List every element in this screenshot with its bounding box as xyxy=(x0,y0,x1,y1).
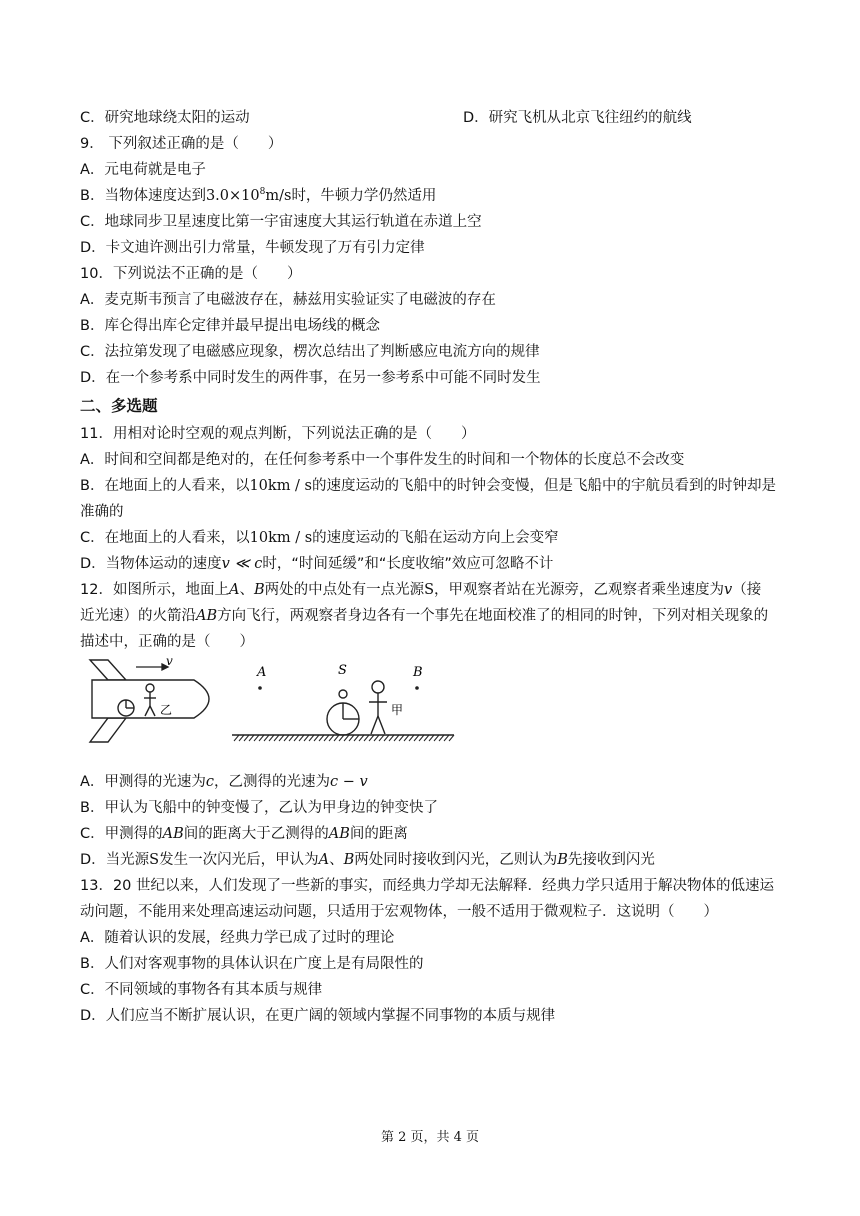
q12-option-c-text-mid: 间的距离大于乙测得的 xyxy=(183,826,329,842)
figure-label-a: A xyxy=(257,665,267,680)
q8-option-d: D．研究飞机从北京飞往纽约的航线 xyxy=(463,110,692,126)
ground-hatch-mark xyxy=(419,735,424,741)
q12-option-d-b2: B xyxy=(557,852,568,868)
ground-hatch-mark xyxy=(269,735,274,741)
q12-option-d-sep: 、 xyxy=(329,852,344,868)
q11-option-d-text-end: 时，“时间延缓”和“长度收缩”效应可忽略不计 xyxy=(262,556,554,572)
ground-hatch-mark xyxy=(254,735,259,741)
q11-option-d-math: v ≪ c xyxy=(221,556,263,572)
ground-hatch-mark xyxy=(449,735,454,741)
q12-option-c-text-end: 间的距离 xyxy=(349,826,408,842)
q12-option-c xyxy=(80,824,408,844)
page-number-footer: 第 2 页，共 4 页 xyxy=(380,1130,480,1145)
q12-option-a-text-mid: ，乙测得的光速为 xyxy=(214,774,331,790)
ground-hatch-mark xyxy=(394,735,399,741)
ground-hatch-mark xyxy=(289,735,294,741)
figure-label-v: v xyxy=(166,656,173,668)
q9-option-b-math xyxy=(206,188,291,204)
q12-option-d-a: A xyxy=(318,852,330,868)
observer-jia-leg xyxy=(378,716,385,734)
q12-stem-line-3: 描述中，正确的是（ ） xyxy=(80,634,254,650)
q12-text: 两处的中点处有一点光源 xyxy=(264,582,425,598)
figure-label-b: B xyxy=(413,665,423,680)
rocket-top-fin xyxy=(90,660,126,680)
q9-option-d: D．卡文迪许测出引力常量，牛顿发现了万有引力定律 xyxy=(80,240,425,256)
q11-option-b-speed: 10km / s xyxy=(249,478,312,494)
ground-hatch-mark xyxy=(389,735,394,741)
q11-option-d-text: D．当物体运动的速度 xyxy=(80,556,222,572)
q13-stem-line-1: 13．20 世纪以来，人们发现了一些新的事实，而经典力学却无法解释．经典力学只适用于解决物体的低速运 xyxy=(80,878,775,894)
ground-hatch-mark xyxy=(249,735,254,741)
q12-option-d xyxy=(80,850,655,870)
ground-hatch-mark xyxy=(444,735,449,741)
ground-hatch-mark xyxy=(329,735,334,741)
ground-hatch-mark xyxy=(429,735,434,741)
observer-jia-head xyxy=(372,681,384,693)
ground-hatch-mark xyxy=(384,735,389,741)
ground-hatch-mark xyxy=(414,735,419,741)
q13-option-d: D．人们应当不断扩展认识，在更广阔的领域内掌握不同事物的本质与规律 xyxy=(80,1008,556,1024)
ground-hatch-mark xyxy=(434,735,439,741)
q9-option-b-text-end: 时，牛顿力学仍然适用 xyxy=(291,188,437,204)
q12-option-d-text: 两处同时接收到闪光，乙则认为 xyxy=(354,852,558,868)
q12-option-c-text: C．甲测得的 xyxy=(80,826,163,842)
q10-option-d: D．在一个参考系中同时发生的两件事，在另一参考系中可能不同时发生 xyxy=(80,370,541,386)
ground-hatch-mark xyxy=(399,735,404,741)
q8-option-row xyxy=(80,108,692,128)
point-b-marker xyxy=(415,686,419,690)
figure-label-jia: 甲 xyxy=(391,703,404,717)
ground-hatch-mark xyxy=(364,735,369,741)
q12-sep: 、 xyxy=(239,582,254,598)
q11-option-b-continued: 准确的 xyxy=(80,504,124,520)
q10-option-a: A．麦克斯韦预言了电磁波存在，赫兹用实验证实了电磁波的存在 xyxy=(80,292,496,308)
q12-text: （接 xyxy=(732,582,762,598)
q12-stem-line-1 xyxy=(80,580,761,600)
ground-hatch-mark xyxy=(334,735,339,741)
ground-hatch-mark xyxy=(284,735,289,741)
ground-hatch-mark xyxy=(349,735,354,741)
rocket-figure xyxy=(90,660,209,742)
q13-option-a: A．随着认识的发展，经典力学已成了过时的理论 xyxy=(80,930,395,946)
ground-hatch-mark xyxy=(439,735,444,741)
ground-hatch-mark xyxy=(409,735,414,741)
q11-stem: 11．用相对论时空观的观点判断，下列说法正确的是（ ） xyxy=(80,426,476,442)
ground-hatching xyxy=(234,735,454,741)
q13-option-b: B．人们对客观事物的具体认识在广度上是有局限性的 xyxy=(80,956,424,972)
q9-option-b xyxy=(80,186,436,206)
q12-source-s: S xyxy=(424,582,435,598)
ground-hatch-mark xyxy=(239,735,244,741)
ground-hatch-mark xyxy=(369,735,374,741)
ground-hatch-mark xyxy=(234,735,239,741)
ground-hatch-mark xyxy=(354,735,359,741)
q12-stem-line-2 xyxy=(80,606,768,626)
q9-stem: 9． 下列叙述正确的是（ ） xyxy=(80,136,283,152)
ground-hatch-mark xyxy=(339,735,344,741)
q10-stem: 10．下列说法不正确的是（ ） xyxy=(80,266,302,282)
ground-hatch-mark xyxy=(309,735,314,741)
ground-hatch-mark xyxy=(344,735,349,741)
q9-math-exponent: 8 xyxy=(259,187,266,198)
q9-math-base: 3.0×10 xyxy=(205,188,260,204)
q11-option-c xyxy=(80,528,559,548)
q9-option-b-text: B．当物体速度达到 xyxy=(80,188,206,204)
q8-option-c: C．研究地球绕太阳的运动 xyxy=(80,110,250,126)
q13-stem-line-2: 动问题，不能用来处理高速运动问题，只适用于宏观物体，一般不适用于微观粒子．这说明（ ） xyxy=(80,904,718,920)
q12-option-d-s: S xyxy=(149,852,160,868)
ground-hatch-mark xyxy=(319,735,324,741)
q12-option-a-c: c xyxy=(205,774,215,790)
q12-text: 近光速）的火箭沿 xyxy=(80,608,196,624)
q12-direction-ab: AB xyxy=(196,608,218,624)
q12-option-a-text: A．甲测得的光速为 xyxy=(80,774,206,790)
q11-option-a: A．时间和空间都是绝对的，在任何参考系中一个事件发生的时间和一个物体的长度总不会改变 xyxy=(80,452,685,468)
q11-option-b xyxy=(80,476,776,496)
ground-hatch-mark xyxy=(304,735,309,741)
q11-option-c-text-end: 的速度运动的飞船在运动方向上会变窄 xyxy=(312,530,559,546)
ground-hatch-mark xyxy=(374,735,379,741)
q12-figure xyxy=(86,656,456,752)
observer-jia-leg xyxy=(371,716,378,734)
ground-hatch-mark xyxy=(274,735,279,741)
q9-math-unit: m/s xyxy=(265,188,292,204)
ground-hatch-mark xyxy=(299,735,304,741)
ground-hatch-mark xyxy=(264,735,269,741)
q12-point-a: A xyxy=(228,582,240,598)
q12-speed-v: v xyxy=(724,582,733,598)
q11-option-c-text: C．在地面上的人看来，以 xyxy=(80,530,250,546)
section-title-multiple-choice: 二、多选题 xyxy=(80,397,158,415)
q12-option-a-cv: c − v xyxy=(330,774,368,790)
q11-option-b-text-end: 的速度运动的飞船中的时钟会变慢，但是飞船中的宇航员看到的时钟却是 xyxy=(311,478,776,494)
ground-hatch-mark xyxy=(314,735,319,741)
figure-label-s: S xyxy=(338,663,347,678)
q12-option-d-text: D．当光源 xyxy=(80,852,150,868)
figure-label-yi: 乙 xyxy=(160,703,173,717)
q12-text: 12．如图所示，地面上 xyxy=(80,582,229,598)
ground-hatch-mark xyxy=(294,735,299,741)
q10-option-c: C．法拉第发现了电磁感应现象，楞次总结出了判断感应电流方向的规律 xyxy=(80,344,540,360)
q12-point-b: B xyxy=(253,582,265,598)
q12-option-d-text: 发生一次闪光后，甲认为 xyxy=(159,852,319,868)
q12-text: 方向飞行，两观察者身边各有一个事先在地面校准了的相同的时钟，下列对相关现象的 xyxy=(217,608,769,624)
q12-option-d-b: B xyxy=(343,852,355,868)
ground-hatch-mark xyxy=(259,735,264,741)
ground-hatch-mark xyxy=(379,735,384,741)
ground-hatch-mark xyxy=(244,735,249,741)
q10-option-b: B．库仑得出库仑定律并最早提出电场线的概念 xyxy=(80,318,380,334)
q11-option-c-speed: 10km / s xyxy=(249,530,313,546)
q12-option-c-ab: AB xyxy=(162,826,184,842)
ground-hatch-mark xyxy=(359,735,364,741)
q9-option-c: C．地球同步卫星速度比第一宇宙速度大其运行轨道在赤道上空 xyxy=(80,214,482,230)
q9-option-a: A．元电荷就是电子 xyxy=(80,162,206,178)
q12-option-d-text-end: 先接收到闪光 xyxy=(567,852,655,868)
rocket-bottom-fin xyxy=(90,718,126,742)
ground-hatch-mark xyxy=(279,735,284,741)
light-source-icon xyxy=(339,690,347,698)
q12-text: ，甲观察者站在光源旁，乙观察者乘坐速度为 xyxy=(434,582,725,598)
q12-option-c-ab: AB xyxy=(328,826,350,842)
q11-option-d xyxy=(80,554,553,574)
ground-hatch-mark xyxy=(424,735,429,741)
ground-hatch-mark xyxy=(324,735,329,741)
q12-option-a xyxy=(80,772,368,792)
ground-hatch-mark xyxy=(404,735,409,741)
q11-option-b-text: B．在地面上的人看来，以 xyxy=(80,478,250,494)
velocity-arrow xyxy=(136,664,168,670)
q12-option-b: B．甲认为飞船中的钟变慢了，乙认为甲身边的钟变快了 xyxy=(80,800,438,816)
q13-option-c: C．不同领域的事物各有其本质与规律 xyxy=(80,982,323,998)
point-a-marker xyxy=(258,686,262,690)
